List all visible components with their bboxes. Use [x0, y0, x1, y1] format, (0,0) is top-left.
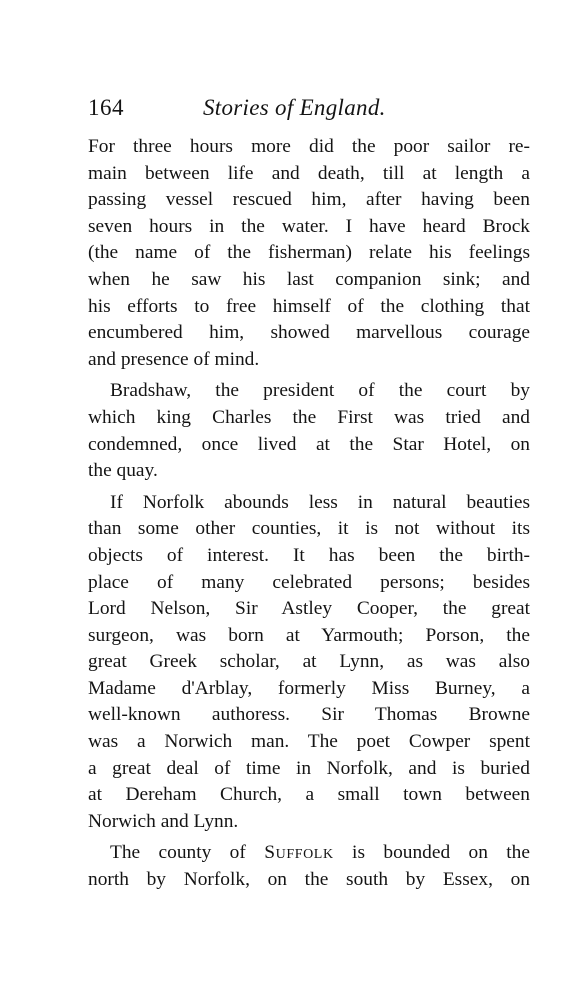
text-line: (the name of the fisherman) relate his feelings [88, 242, 530, 264]
text-line: objects of interest. It has been the birth- [88, 544, 530, 566]
text-line: well-known authoress. Sir Thomas Browne [88, 704, 530, 726]
text-line: at Dereham Church, a small town between [88, 784, 530, 806]
county-name: Suffolk [264, 842, 334, 864]
text-line [88, 840, 530, 867]
text-line: a great deal of time in Norfolk, and is buried [88, 757, 530, 779]
paragraph-norfolk [88, 490, 530, 836]
text-line: Lord Nelson, Sir Astley Cooper, the great [88, 598, 530, 620]
body-text [88, 134, 530, 894]
text-line: condemned, once lived at the Star Hotel, on [88, 433, 530, 455]
text-line: Bradshaw, the president of the court by [110, 380, 530, 402]
paragraph-bradshaw [88, 378, 530, 484]
text-run: The county of [110, 842, 265, 864]
text-line: passing vessel rescued him, after having been [88, 189, 530, 211]
text-line: and presence of mind. [88, 348, 260, 370]
text-line: the quay. [88, 460, 158, 482]
text-line: For three hours more did the poor sailor re- [88, 136, 530, 157]
text-line: If Norfolk abounds less in natural beauties [110, 491, 530, 513]
text-line: great Greek scholar, at Lynn, as was also [88, 651, 530, 673]
text-line: when he saw his last companion sink; and [88, 268, 530, 290]
text-line: was a Norwich man. The poet Cowper spent [88, 731, 530, 753]
paragraph-sailor-rescue [88, 134, 530, 373]
page-number: 164 [88, 95, 124, 120]
text-line: which king Charles the First was tried and [88, 406, 530, 428]
paragraph-suffolk [88, 840, 530, 893]
text-line: surgeon, was born at Yarmouth; Porson, the [88, 624, 530, 646]
text-line: main between life and death, till at length a [88, 162, 530, 184]
text-line: place of many celebrated persons; besides [88, 571, 530, 593]
text-line: than some other counties, it is not without its [88, 518, 530, 540]
text-line: his efforts to free himself of the clothing that [88, 295, 530, 317]
running-title: Stories of England. [203, 95, 386, 120]
text-line: north by Norfolk, on the south by Essex, on [88, 869, 530, 891]
text-run: is bounded on the [333, 842, 530, 864]
text-line: Madame d'Arblay, formerly Miss Burney, a [88, 677, 530, 699]
text-line: Norwich and Lynn. [88, 810, 239, 832]
text-line: encumbered him, showed marvellous courage [88, 322, 530, 344]
book-page [88, 92, 530, 894]
text-line: seven hours in the water. I have heard Brock [88, 215, 530, 237]
running-head [88, 92, 530, 132]
